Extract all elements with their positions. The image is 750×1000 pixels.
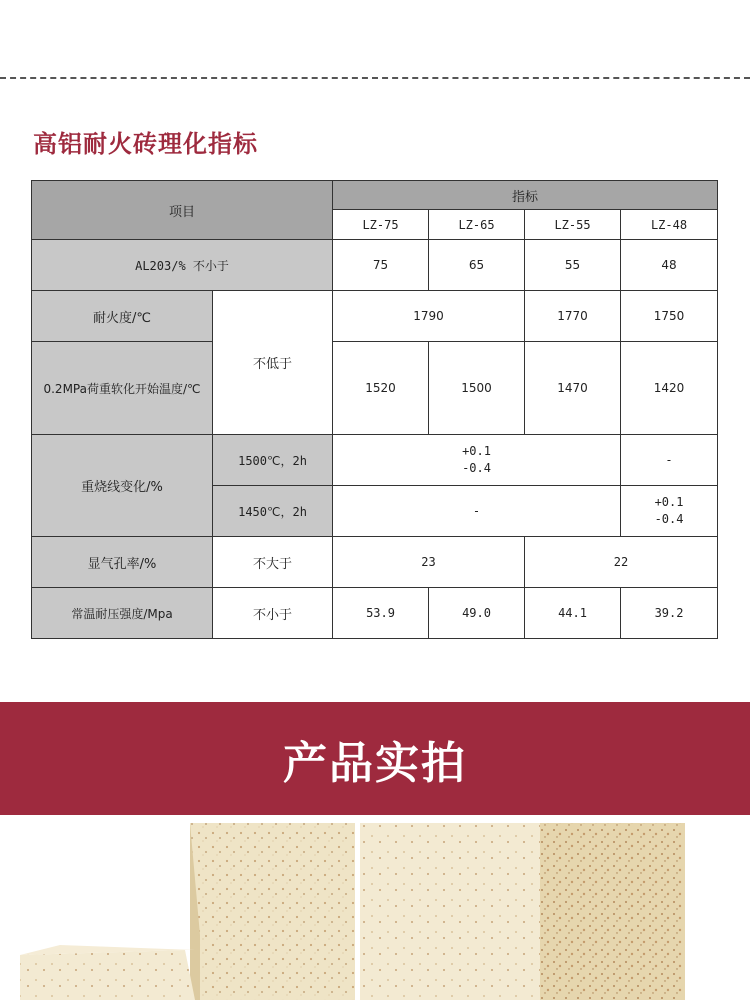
strength-lz75: 53.9 <box>333 588 429 639</box>
al2o3-lz75: 75 <box>333 240 429 291</box>
porosity-lz75-65: 23 <box>333 537 525 588</box>
grade-lz55: LZ-55 <box>525 210 621 240</box>
grade-lz65: LZ-65 <box>429 210 525 240</box>
strength-label: 常温耐压强度/Mpa <box>32 588 213 639</box>
grade-lz48: LZ-48 <box>621 210 718 240</box>
reheat-1450-lz48-bottom: -0.4 <box>654 512 684 526</box>
reheat-1450-lz48-top: +0.1 <box>654 495 684 509</box>
grade-lz75: LZ-75 <box>333 210 429 240</box>
porosity-cond: 不大于 <box>213 537 333 588</box>
header-item: 项目 <box>32 181 333 240</box>
spec-table <box>31 180 718 639</box>
al2o3-lz48: 48 <box>621 240 718 291</box>
refractoriness-cond: 不低于 <box>213 291 333 435</box>
al2o3-lz55: 55 <box>525 240 621 291</box>
reheat-1500-bottom: -0.4 <box>462 461 491 475</box>
softening-lz55: 1470 <box>525 342 621 435</box>
softening-lz65: 1500 <box>429 342 525 435</box>
refractoriness-lz75-65: 1790 <box>333 291 525 342</box>
dashed-divider <box>0 77 750 79</box>
porosity-label: 显气孔率/% <box>32 537 213 588</box>
refractoriness-label: 耐火度/℃ <box>32 291 213 342</box>
header-index: 指标 <box>333 181 718 210</box>
page-title: 高铝耐火砖理化指标 <box>33 130 258 158</box>
reheat-1450-lz48 <box>621 486 718 537</box>
banner-title: 产品实拍 <box>283 737 467 789</box>
brick-illustration <box>0 815 750 1000</box>
softening-label: 0.2MPa荷重软化开始温度/℃ <box>32 342 213 435</box>
refractoriness-lz55: 1770 <box>525 291 621 342</box>
reheat-1500-lz48: - <box>621 435 718 486</box>
strength-lz48: 39.2 <box>621 588 718 639</box>
refractoriness-lz48: 1750 <box>621 291 718 342</box>
reheat-1450-value: - <box>333 486 621 537</box>
reheat-1500-value <box>333 435 621 486</box>
softening-lz75: 1520 <box>333 342 429 435</box>
reheat-label: 重烧线变化/% <box>32 435 213 537</box>
porosity-lz55-48: 22 <box>525 537 718 588</box>
section-banner <box>0 702 750 815</box>
strength-lz55: 44.1 <box>525 588 621 639</box>
softening-lz48: 1420 <box>621 342 718 435</box>
al2o3-lz65: 65 <box>429 240 525 291</box>
strength-cond: 不小于 <box>213 588 333 639</box>
reheat-cond-1500: 1500℃，2h <box>213 435 333 486</box>
strength-lz65: 49.0 <box>429 588 525 639</box>
reheat-cond-1450: 1450℃，2h <box>213 486 333 537</box>
reheat-1500-top: +0.1 <box>462 444 491 458</box>
al2o3-label: AL203/% 不小于 <box>32 240 333 291</box>
product-photo <box>0 815 750 1000</box>
